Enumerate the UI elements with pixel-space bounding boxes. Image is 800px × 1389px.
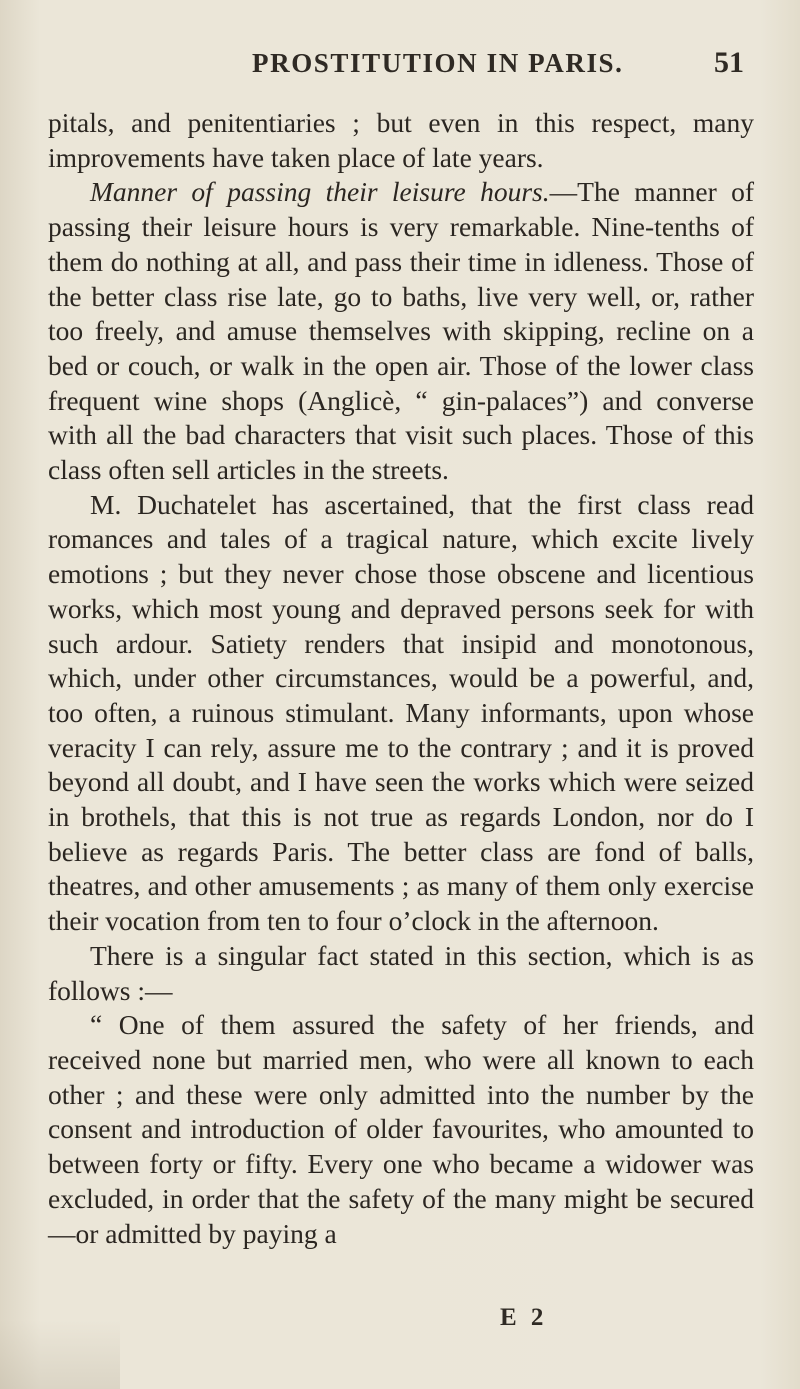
paragraph-singular-fact: There is a singular fact stated in this section, which is as follows :—	[48, 939, 754, 1006]
page-number: 51	[714, 46, 744, 79]
paragraph-leisure-body: —The manner of passing their leisure hours is very remarkable. Nine-tenths of them do nothing at all, and pass their time in idleness. Those of the better class rise late, go to baths, live very well, or, rather too freely, and amuse themselves with skipping, recline on a bed or couch, or walk in the open air. Those of the lower class frequent wine shops (Anglicè, “ gin-palaces”) and converse with all the bad characters that visit such places. Those of this class often sell articles in the streets.	[48, 176, 754, 486]
running-title: PROSTITUTION IN PARIS.	[252, 48, 624, 78]
signature-mark: E 2	[500, 1304, 548, 1331]
section-heading-leisure: Manner of passing their leisure hours.	[90, 176, 550, 208]
paragraph-quotation: “ One of them assured the safety of her friends, and received none but married men, who were all known to each other ; and these were only admitted into the number by the consent and introduction of older favourites, who amounted to between forty or fifty. Every one who became a widower was excluded, in order that the safety of the many might be secured—or admitted by paying a	[48, 1009, 754, 1249]
paragraph-1: pitals, and penitentiaries ; but even in this respect, many improvements have taken place of late years.	[48, 107, 754, 173]
page-shadow	[0, 1320, 120, 1389]
paragraph-leisure	[48, 175, 754, 487]
body-text	[48, 106, 754, 1251]
paragraph-duchatelet: M. Duchatelet has ascertained, that the first class read romances and tales of a tragical nature, which excite lively emotions ; but they never chose those obscene and licentious works, which most young and depraved persons seek for with such ardour. Satiety renders that insipid and monotonous, which, under other circumstances, would be a powerful, and, too often, a ruinous stimulant. Many informants, upon whose veracity I can rely, assure me to the contrary ; and it is proved beyond all doubt, and I have seen the works which were seized in brothels, that this is not true as regards London, nor do I believe as regards Paris. The better class are fond of balls, theatres, and other amusements ; as many of them only exercise their vocation from ten to four o’clock in the afternoon.	[48, 488, 754, 937]
page-header	[0, 48, 800, 88]
